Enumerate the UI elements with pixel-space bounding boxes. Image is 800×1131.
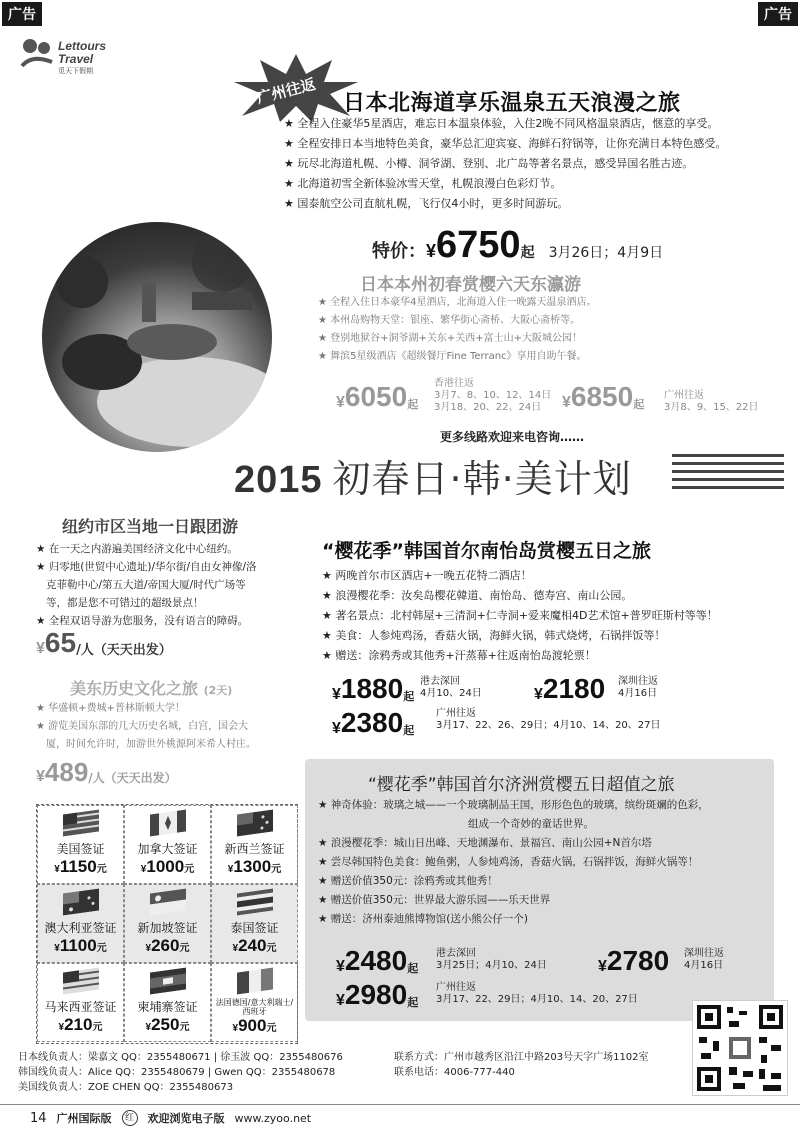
visa-price: 1150 <box>59 857 97 876</box>
korea1-bullet: ★ 赠送：涂鸦秀或其他秀+汗蒸幕+往返南怡岛渡轮票！ <box>322 649 596 662</box>
korea1-p1-info <box>420 676 482 700</box>
korea1-bullet: ★ 美食：人参炖鸡汤，香菇火锅，海鲜火锅，韩式烧烤，石锅拌饭等！ <box>322 629 666 642</box>
visa-name: 泰国签证 <box>230 921 279 935</box>
visa-card-usa: 美国签证 ¥1150元 <box>37 805 124 884</box>
korea1-title: “樱花季”韩国首尔南怡岛赏樱五日之旅 <box>322 540 651 562</box>
visa-card-canada: 加拿大签证 ¥1000元 <box>124 805 211 884</box>
us-east-bullet: ★ 游览美国东部的几大历史名城，白宫，国会大 <box>36 721 249 732</box>
korea2-bullet: ★ 赠送：济州泰迪熊博物馆(送小熊公仔一个) <box>318 913 528 925</box>
campaign-banner <box>234 448 632 503</box>
korea2-bullet: ★ 神奇体验：玻璃之城——一个玻璃制品王国，形形色色的玻璃，缤纷斑斓的色彩， <box>318 799 709 811</box>
hokkaido-badge: 广州往返 <box>254 74 318 107</box>
hokkaido-bullet: ★ 全程入住豪华5星酒店，难忘日本温泉体验，入住2晚不同风格温泉酒店，惬意的享受。 <box>284 117 719 130</box>
visa-name: 新西兰签证 <box>224 842 285 856</box>
korea2-bullet: ★ 浪漫樱花季：城山日出峰、天地渊瀑布、景福宫、南山公园+N首尔塔 <box>318 837 652 849</box>
korea2-price-1 <box>336 946 418 976</box>
korea1-p1-dates: 4月10、24日 <box>420 688 482 699</box>
hokkaido-bullet: ★ 北海道初雪全新体验冰雪天堂，札幌浪漫白色彩灯节。 <box>284 177 562 190</box>
visa-name: 马来西亚签证 <box>44 1000 117 1014</box>
visa-price: 210 <box>64 1015 93 1034</box>
korea2-p2-info <box>684 948 724 972</box>
visa-grid <box>36 804 298 1044</box>
contact-persons <box>18 1050 388 1095</box>
korea1-p2-dates: 4月16日 <box>618 688 658 699</box>
korea1-bullet: ★ 著名景点：北村韩屋+三清洞+仁寺洞+爱来魔相4D艺术馆+普罗旺斯村等等！ <box>322 609 718 622</box>
ny-tour-title: 纽约市区当地一日跟团游 <box>62 517 239 536</box>
red-circle-icon: 红 <box>122 1110 138 1126</box>
ad-label-right: 广告 <box>758 2 798 26</box>
us-east-title-wrap <box>70 676 232 699</box>
more-routes-text: 更多线路欢迎来电咨询…… <box>440 430 585 444</box>
us-east-bullets <box>36 700 302 754</box>
visa-name: 美国签证 <box>56 842 105 856</box>
hokkaido-bullet: ★ 国泰航空公司直航札幌，飞行仅4小时，更多时间游玩。 <box>284 197 569 210</box>
company-contact <box>394 1050 684 1080</box>
hokkaido-dates: 3月26日；4月9日 <box>548 245 664 261</box>
korea2-p2-value: 2780 <box>606 945 670 976</box>
onsen-photo <box>42 222 272 452</box>
currency-symbol: ¥ <box>36 768 45 785</box>
honshu-price2-from: 广州往返 <box>664 390 704 401</box>
korea2-bullet: ★ 尝尽韩国特色美食：鲍鱼粥，人参炖鸡汤，香菇火锅，石锅拌饭，海鲜火锅等！ <box>318 856 699 868</box>
korea2-p1-from: 港去深回 <box>436 948 476 959</box>
company-phone: 联系电话：4006-777-440 <box>394 1067 515 1078</box>
price-suffix: 起 <box>403 724 415 737</box>
korea1-p3-dates: 3月17、22、26、29日；4月10、14、20、27日 <box>436 720 661 731</box>
banner-year: 2015 <box>234 459 323 501</box>
currency-symbol: ¥ <box>332 720 341 737</box>
korea2-p3-value: 2980 <box>344 979 408 1010</box>
us-east-price-value: 489 <box>44 757 89 787</box>
visa-name: 加拿大签证 <box>137 842 198 856</box>
korea1-p2-info <box>618 676 658 700</box>
honshu-bullet: ★ 本州岛购物天堂：银座、繁华街心斋桥、大阪心斋桥等。 <box>318 315 581 326</box>
hokkaido-bullet: ★ 玩尽北海道札幌、小樽、洞爷湖、登别、北广岛等著名景点，感受异国名胜古迹。 <box>284 157 694 170</box>
price-suffix: 起 <box>407 996 419 1009</box>
us-flag-icon <box>63 809 99 836</box>
korea1-p3-info <box>436 708 661 732</box>
visa-card-australia: 澳大利亚签证 ¥1100元 <box>37 884 124 963</box>
korea1-p3-from: 广州往返 <box>436 708 476 719</box>
us-east-bullet: 厦，时间允许时，加游世外桃源阿米希人村庄。 <box>46 739 256 750</box>
honshu-title: 日本本州初春赏樱六天东瀛游 <box>360 275 581 295</box>
hokkaido-bullets <box>284 114 784 214</box>
korea1-bullet: ★ 两晚首尔市区酒店+一晚五花特二酒店！ <box>322 569 532 582</box>
honshu-price1-dates2: 3月18、20、22、24日 <box>434 402 542 413</box>
honshu-bullets <box>318 294 758 366</box>
logo-cn-name: 觅天下假期 <box>58 67 93 75</box>
lettours-logo <box>18 36 158 76</box>
honshu-price2-info <box>664 390 759 414</box>
footer-divider <box>0 1104 800 1105</box>
honshu-price1-from: 香港往返 <box>434 378 474 389</box>
price-suffix: 起 <box>520 245 535 261</box>
korea1-price-2 <box>534 674 605 704</box>
korea2-p1-info <box>436 948 547 972</box>
visa-card-singapore: 新加坡签证 ¥260元 <box>124 884 211 963</box>
hokkaido-title: 日本北海道享乐温泉五天浪漫之旅 <box>343 91 681 116</box>
logo-brand-line2: Travel <box>58 52 94 66</box>
korea1-p2-from: 深圳往返 <box>618 676 658 687</box>
page-footer <box>30 1110 311 1126</box>
honshu-price1-dates1: 3月7、8、10、12、14日 <box>434 390 552 401</box>
visa-card-thailand: 泰国签证 ¥240元 <box>211 884 298 963</box>
honshu-bullet: ★ 全程入住日本豪华4星酒店，北海道入住一晚露天温泉酒店。 <box>318 297 597 308</box>
hokkaido-bullet: ★ 全程安排日本当地特色美食，豪华总汇迎宾宴、海鲜石狩锅等，让你充满日本特色感受。 <box>284 137 727 150</box>
korea2-p3-from: 广州往返 <box>436 982 476 993</box>
korea2-price-3 <box>336 980 418 1010</box>
visa-price: 260 <box>151 936 180 955</box>
currency-symbol: ¥ <box>562 394 571 411</box>
visa-price: 1300 <box>233 857 272 876</box>
visa-name: 柬埔寨签证 <box>137 1000 198 1014</box>
korea2-price-2 <box>598 946 669 976</box>
korea1-price-3 <box>332 708 414 738</box>
korea2-bullet: 组成一个奇妙的童话世界。 <box>468 818 594 830</box>
currency-symbol: ¥ <box>36 640 45 657</box>
cambodia-flag-icon <box>150 967 186 994</box>
korea2-p1-dates: 3月25日；4月10、24日 <box>436 960 547 971</box>
currency-symbol: ¥ <box>598 958 607 975</box>
ad-label-left: 广告 <box>2 2 42 26</box>
footer-welcome: 欢迎浏览电子版 <box>147 1112 225 1125</box>
visa-name: 澳大利亚签证 <box>44 921 117 935</box>
korea1-p1-value: 1880 <box>340 673 404 704</box>
honshu-bullet: ★ 登别地狱谷+洞爷湖+关东+关西+富士山+大阪城公园！ <box>318 333 583 344</box>
page-number: 14 <box>30 1110 47 1126</box>
korea1-p3-value: 2380 <box>340 707 404 738</box>
singapore-flag-icon <box>150 888 186 915</box>
visa-price: 250 <box>151 1015 180 1034</box>
honshu-price-1 <box>336 382 418 412</box>
currency-symbol: ¥ <box>534 686 543 703</box>
eu-flags-icon <box>237 967 273 994</box>
footer-section: 广州国际版 <box>56 1112 112 1125</box>
ny-bullet: 克菲勒中心/第五大道/帝国大厦/时代广场等 <box>46 579 246 591</box>
price-suffix: 起 <box>403 690 415 703</box>
korea2-title: “樱花季”韩国首尔济洲赏樱五日超值之旅 <box>368 775 675 795</box>
korea2-bullets <box>318 796 768 929</box>
currency-symbol: ¥ <box>332 686 341 703</box>
ny-bullet: ★ 全程双语导游为您服务，没有语言的障碍。 <box>36 615 249 627</box>
visa-card-newzealand: 新西兰签证 ¥1300元 <box>211 805 298 884</box>
price-suffix: 起 <box>407 398 419 411</box>
honshu-bullet: ★ 舞滨5星级酒店《超级餐厅Fine Terranc》享用自助午餐。 <box>318 351 587 362</box>
banner-title: 初春日·韩·美计划 <box>332 457 632 501</box>
logo-icon <box>18 36 56 72</box>
visa-price: 1100 <box>59 936 97 955</box>
company-address: 联系方式：广州市越秀区沿江中路203号天字广场1102室 <box>394 1052 649 1063</box>
australia-flag-icon <box>63 888 99 915</box>
visa-name: 新加坡签证 <box>137 921 198 935</box>
visa-price: 900 <box>238 1016 267 1035</box>
korea2-p1-value: 2480 <box>344 945 408 976</box>
currency-symbol: ¥ <box>336 394 345 411</box>
banner-stripes <box>672 454 784 489</box>
korea-contact: 韩国线负责人：Alice QQ：2355480679 | Gwen QQ：2355480678 <box>18 1067 336 1078</box>
us-east-price-unit: /人（天天出发） <box>88 771 177 785</box>
qr-code-icon <box>693 1001 787 1095</box>
visa-card-cambodia: 柬埔寨签证 ¥250元 <box>124 963 211 1042</box>
hokkaido-price-value: 6750 <box>436 224 521 266</box>
ny-price-value: 65 <box>44 627 77 658</box>
visa-price: 1000 <box>146 857 185 876</box>
korea2-p3-info <box>436 982 638 1006</box>
price-label: 特价： <box>372 241 426 262</box>
price-suffix: 起 <box>407 962 419 975</box>
korea1-p1-from: 港去深回 <box>420 676 460 687</box>
visa-card-europe: 法国德国/意大利瑞士/西班牙 ¥900元 <box>211 963 298 1042</box>
visa-card-malaysia: 马来西亚签证 ¥210元 <box>37 963 124 1042</box>
korea2-bullet: ★ 赠送价值350元：世界最大游乐园——乐天世界 <box>318 894 551 906</box>
ny-tour-bullets <box>36 540 302 630</box>
malaysia-flag-icon <box>63 967 99 994</box>
currency-symbol: ¥ <box>426 241 437 261</box>
honshu-price2-value: 6850 <box>570 381 634 412</box>
hokkaido-price <box>372 224 663 267</box>
korea2-p2-dates: 4月16日 <box>684 960 724 971</box>
korea2-p3-dates: 3月17、22、29日；4月10、14、20、27日 <box>436 994 638 1005</box>
footer-url[interactable]: www.zyoo.net <box>234 1111 312 1125</box>
visa-name: 法国德国/意大利瑞士/西班牙 <box>215 998 294 1016</box>
currency-symbol: ¥ <box>336 958 345 975</box>
korea1-price-1 <box>332 674 414 704</box>
us-east-days: (2天) <box>203 684 233 697</box>
qr-code[interactable] <box>692 1000 788 1096</box>
ny-price-unit: /人（天天出发） <box>76 643 172 658</box>
ny-bullet: ★ 在一天之内游遍美国经济文化中心纽约。 <box>36 543 238 555</box>
newzealand-flag-icon <box>237 809 273 836</box>
price-suffix: 起 <box>633 398 645 411</box>
honshu-price-2 <box>562 382 644 412</box>
us-east-price <box>36 758 177 786</box>
logo-brand-line1: Lettours <box>58 39 106 53</box>
onsen-scene <box>42 222 272 452</box>
honshu-price1-value: 6050 <box>344 381 408 412</box>
korea1-bullet: ★ 浪漫樱花季：汝矣岛樱花韓道、南怡岛、德寿宫、南山公园。 <box>322 589 633 602</box>
korea2-bullet: ★ 赠送价值350元：涂鸦秀或其他秀！ <box>318 875 498 887</box>
us-east-bullet: ★ 华盛顿+费城+普林斯顿大学！ <box>36 703 185 714</box>
japan-contact: 日本线负责人：梁嘉文 QQ：2355480671 | 徐玉波 QQ：2355480676 <box>18 1052 343 1063</box>
canada-flag-icon <box>150 809 186 836</box>
us-east-title: 美东历史文化之旅 <box>70 679 199 698</box>
korea1-p2-value: 2180 <box>542 673 606 704</box>
ny-bullet: ★ 归零地(世贸中心遗址)/华尔街/自由女神像/洛 <box>36 561 257 573</box>
honshu-price1-info <box>434 378 551 414</box>
ny-price <box>36 628 172 658</box>
korea2-p2-from: 深圳往返 <box>684 948 724 959</box>
ny-bullet: 等，都是您不可错过的超级景点！ <box>46 597 204 609</box>
visa-price: 240 <box>238 936 267 955</box>
honshu-price2-dates: 3月8、9、15、22日 <box>664 402 759 413</box>
currency-symbol: ¥ <box>336 992 345 1009</box>
usa-contact: 美国线负责人：ZOE CHEN QQ：2355480673 <box>18 1082 234 1093</box>
thailand-flag-icon <box>237 888 273 915</box>
korea1-bullets <box>322 566 782 666</box>
